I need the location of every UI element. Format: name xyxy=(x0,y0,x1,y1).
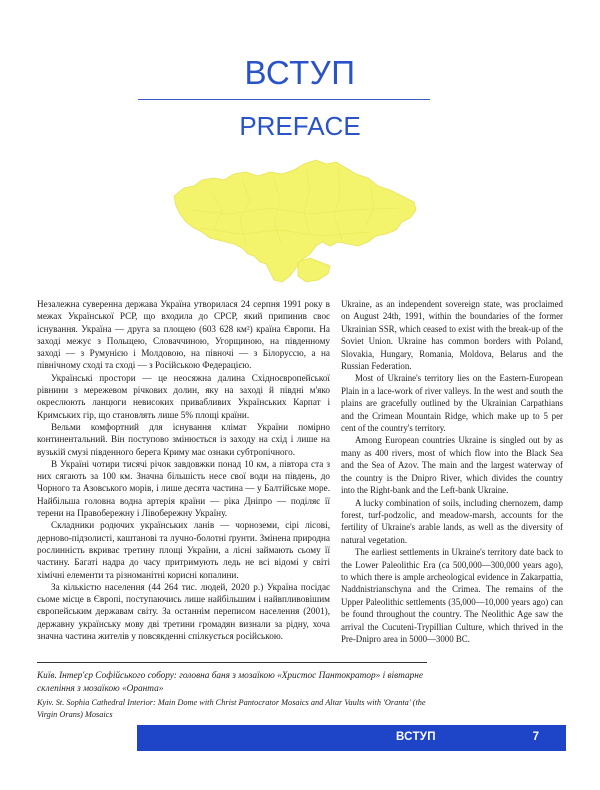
ukrainian-paragraph-5: Складники родючих українських ланів — чорноземи, сірі лісові, дерново-підзолисті, каштанові та лучно-болотні ґрунти. Змінена природна рослинність вкриває третину площі України, а лісні займають сьому її частину. Багаті надра до часу притримують ледь не всі відомі у світі хімічні елементи та різноманітні корисні копалини. xyxy=(37,520,330,580)
title-divider xyxy=(138,99,430,100)
crimea-shape xyxy=(298,258,330,282)
page-number: 7 xyxy=(532,731,539,743)
ukrainian-paragraph-1: Незалежна суверенна держава Україна утворилася 24 серпня 1991 року в межах Української РСР, що входила до СРСР, який припинив своє існування. Україна — друга за площею (603 628 км²) країна Європи. На заході межує з Польщею, Словаччиною, Угорщиною, на південному заході — з Румунією і Молдовою, на півночі — з Білоруссю, а на північному сході та сході — з Російською Федерацією. xyxy=(37,299,330,371)
english-paragraph-3: Among European countries Ukraine is singled out by as many as 400 rivers, most of which flow into the Black Sea and the Sea of Azov. The main and the largest waterway of the country is the Dnipro River, which divides the country into the Right-bank and the Left-bank Ukraine. xyxy=(341,435,563,496)
caption-divider xyxy=(37,662,427,663)
english-text-column xyxy=(341,298,563,645)
ukrainian-paragraph-2: Українські простори — це неосяжна далина Східноєвропейської рівнини з мережевом річкових долин, яку на заході й півдні м'яко окреслюють ланцюги невисоких привабливих Українських Карпат і Кримських гір, що становлять лише 5% площі країни. xyxy=(37,372,330,420)
page-title-english: PREFACE xyxy=(239,111,361,141)
ukrainian-paragraph-3: Вельми комфортний для існування клімат України помірно континентальний. Він поступово змінюється із заходу на схід і лише на вузькій смузі південного берега Криму має ознаки субтропічного. xyxy=(37,421,330,457)
ukrainian-paragraph-6: За кількістю населення (44 264 тис. людей, 2020 р.) Україна посідає сьоме місце в Європі, поступаючись лише найбільшим і найвпливовішим європейським державам світу. За останнім переписом населення (2001), державну українську мову дві третини громадян визнали за рідну, хоча значна частина жителів у повсякденні спілкується російською. xyxy=(37,581,330,642)
image-caption-english: Kyiv. St. Sophia Cathedral Interior: Main Dome with Christ Pantocrator Mosaics and Altar Vaults with 'Oranta' (the Virgin Orans) Mosaics xyxy=(37,698,426,720)
image-caption-ukrainian: Київ. Інтер'єр Софійського собору: головна баня з мозаїкою «Христос Пантократор» і вівтарне склепіння з мозаїкою «Оранта» xyxy=(37,671,424,694)
english-paragraph-1: Ukraine, as an independent sovereign state, was proclaimed on August 24th, 1991, within the boundaries of the former Ukrainian SSR, which ceased to exist with the break-up of the Soviet Union. Ukraine has common borders with Poland, Slovakia, Hungary, Romania, Moldova, Belarus and the Russian Federation. xyxy=(341,299,563,372)
footer-section-title: ВСТУП xyxy=(396,731,436,743)
page-title-ukrainian: ВСТУП xyxy=(244,54,356,91)
english-paragraph-5: The earliest settlements in Ukraine's territory date back to the Lower Paleolithic Era (ca 500,000—300,000 years ago), to which there is ample archeological evidence in Zakarpattia, Naddnistrianschyna and the Crimea. The remains of the Upper Paleolithic settlements (35,000—10,000 years ago) can be found throughout the country. The Neolithic Age saw the arrival the Cucuteni-Trypillian Culture, which thrived in the Pre-Dnipro area in 5000—3000 BC. xyxy=(341,547,563,644)
english-paragraph-2: Most of Ukraine's territory lies on the Eastern-European Plain in a lace-work of river valleys. In the west and south the plains are gracefully outlined by the Ukrainian Carpathians and the Crimean Mountain Ridge, which make up to 5 per cent of the country's territory. xyxy=(341,373,563,434)
footer-bar xyxy=(137,725,566,751)
ukrainian-paragraph-4: В Україні чотири тисячі річок завдовжки понад 10 км, а півтора ста з них сягають за 100 км. Значна більшість несе свої води на південь, до Чорного та Азовського морів, і лише десята частина — у Балтійське море. Найбільша головна водна артерія країни — ріка Дніпро — поділяє її терени на Правобережну і Лівобережну Україну. xyxy=(37,458,330,519)
english-paragraph-4: A lucky combination of soils, including chernozem, damp forest, turf-podzolic, and meadow-marsh, accounts for the fertility of Ukraine's arable lands, as well as the diversity of natural vegetation. xyxy=(341,497,563,545)
ukraine-map-icon xyxy=(170,150,420,290)
ukraine-map-shape xyxy=(174,160,416,282)
ukrainian-text-column xyxy=(37,298,330,642)
